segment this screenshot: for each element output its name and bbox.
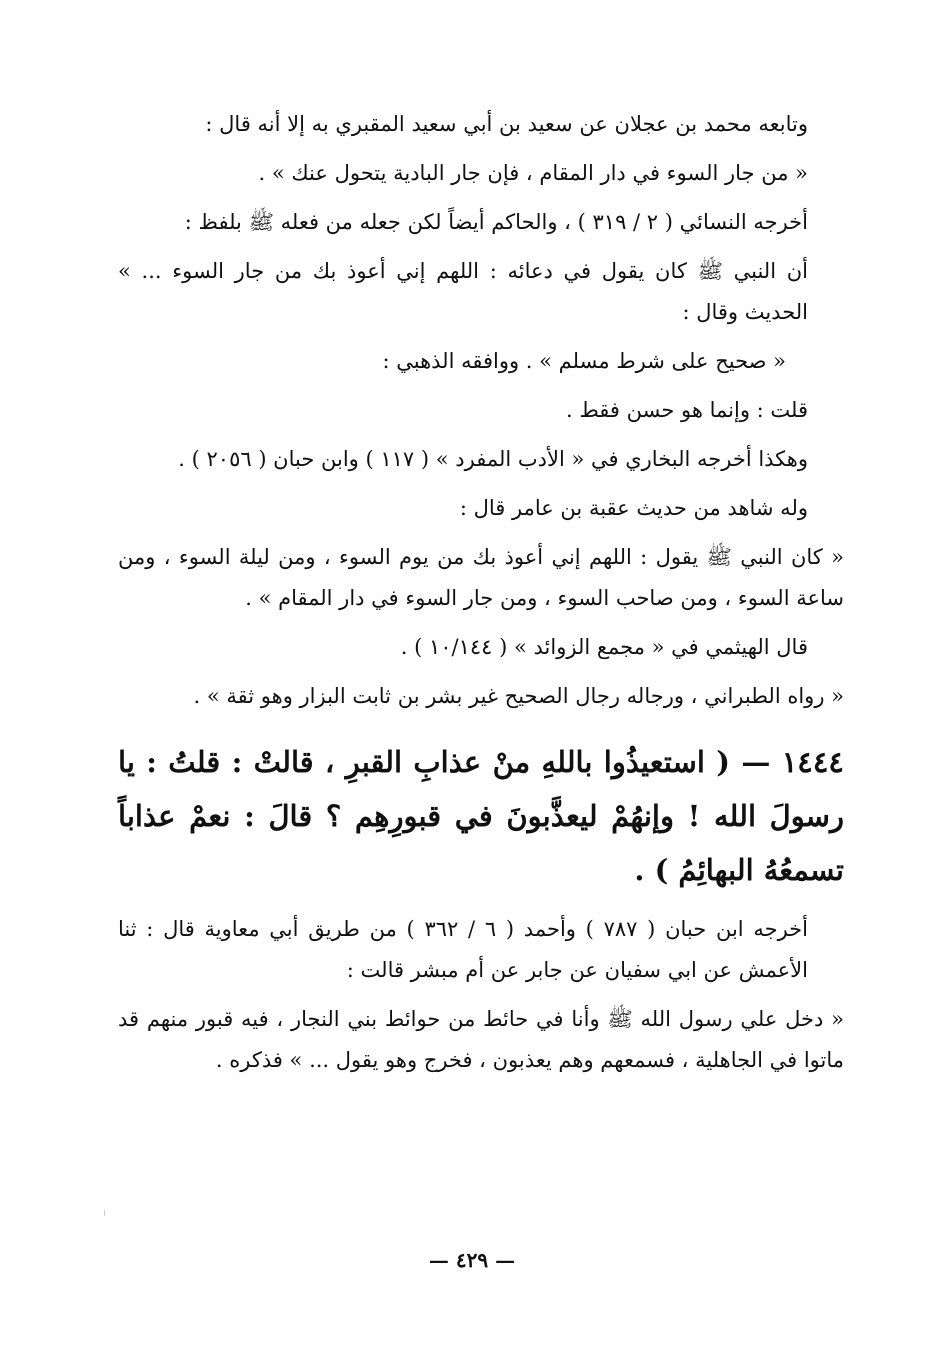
text-nasai-hakim: أخرجه النسائي ( ٢ / ٣١٩ ) ، والحاكم أيضاً لكن جعله من فعله ﷺ بلفظ : (184, 210, 808, 234)
hadith-number: ١٤٤٤ (781, 745, 844, 779)
page-number: — ٤٢٩ — (428, 1248, 516, 1272)
text-ibn-hibban-ahmad: أخرجه ابن حبان ( ٧٨٧ ) وأحمد ( ٦ / ٣٦٢ ) من طريق أبي معاوية قال : ثنا الأعمش عن ابي سفيان عن جابر عن أم مبشر قالت : (118, 917, 808, 982)
quote-bad-neighbor: « من جار السوء في دار المقام ، فإن جار البادية يتحول عنك » . (258, 161, 808, 185)
quote-umm-mubashir: « دخل علي رسول الله ﷺ وأنا في حائط من حوائط بني النجار ، فيه قبور منهم قد ماتوا في الجاهلية ، فسمعهم وهم يعذبون ، فخرج وهو يقول ... » فذكره . (118, 1007, 844, 1072)
quote-tabarani: « رواه الطبراني ، ورجاله رجال الصحيح غير بشر بن ثابت البزار وهو ثقة » . (193, 684, 844, 708)
text-bukhari-adab: وهكذا أخرجه البخاري في « الأدب المفرد » ( ١١٧ ) وابن حبان ( ٢٠٥٦ ) . (178, 447, 808, 471)
hadith-text: — ( استعيذُوا باللهِ منْ عذابِ القبرِ ، قالتْ : قلتُ : يا رسولَ الله ! وإنهُمْ ليعذَّبونَ في قبورِهِم ؟ قالَ : نعمْ عذاباً تسمعُهُ البهائِمُ ) . (118, 745, 844, 887)
quote-uqba-dua: « كان النبي ﷺ يقول : اللهم إني أعوذ بك من يوم السوء ، ومن ليلة السوء ، ومن ساعة السوء ، ومن صاحب السوء ، ومن جار السوء في دار المقام » . (118, 545, 844, 610)
margin-mark (104, 1210, 105, 1216)
text-prophet-dua: أن النبي ﷺ كان يقول في دعائه : اللهم إني أعوذ بك من جار السوء ... » الحديث وقال : (118, 259, 808, 324)
text-hasan: قلت : وإنما هو حسن فقط . (566, 398, 808, 422)
quote-sahih-muslim: « صحيح على شرط مسلم » . ووافقه الذهبي : (382, 349, 786, 373)
text-line-followup: وتابعه محمد بن عجلان عن سعيد بن أبي سعيد المقبري به إلا أنه قال : (205, 112, 808, 136)
text-shahid-uqba: وله شاهد من حديث عقبة بن عامر قال : (459, 496, 808, 520)
page-body (118, 104, 844, 1081)
hadith-entry (118, 735, 844, 897)
text-haythami: قال الهيثمي في « مجمع الزوائد » ( ١٠/١٤٤ ) . (400, 635, 808, 659)
